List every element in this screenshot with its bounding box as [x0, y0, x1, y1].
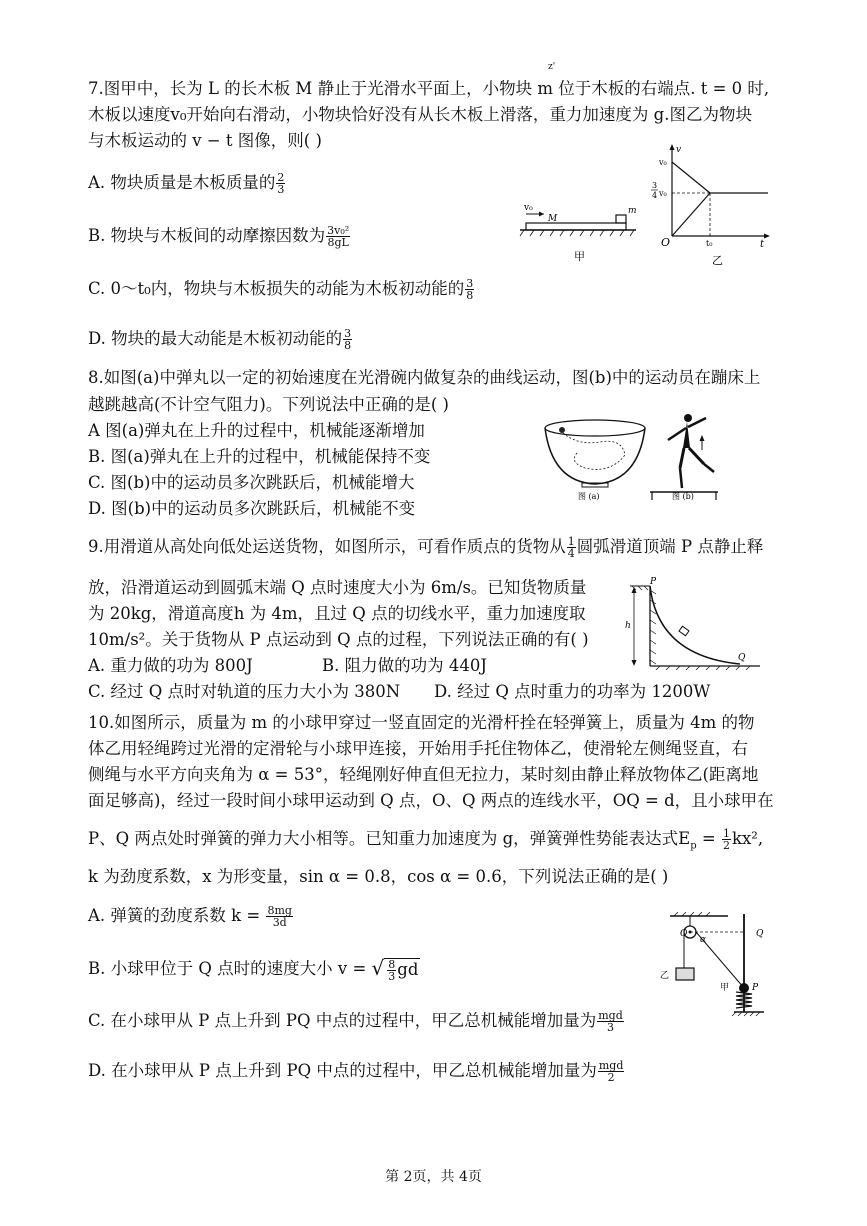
q7-fig-v0-label: v₀	[524, 203, 533, 213]
q10-half-fraction: $\frac{1}{2}$	[722, 827, 730, 852]
q8-option-a: A 图(a)弹丸在上升的过程中，机械能逐渐增加	[88, 421, 425, 440]
q7-option-a	[88, 172, 286, 195]
q9-quarter-fraction: $\frac{1}{4}$	[567, 535, 575, 560]
q10-option-d-text: D. 在小球甲从 P 点上升到 PQ 中点的过程中，甲乙总机械能增加量为	[88, 1061, 597, 1080]
q7-line1: 7.图甲中，长为 L 的长木板 M 静止于光滑水平面上，小物块 m 位于木板的右端点. t = 0 时,	[88, 79, 770, 98]
q10-line2: 体乙用轻绳跨过光滑的定滑轮与小球甲连接，开始用手托住物体乙，使滑轮左侧绳竖直，右	[88, 739, 748, 758]
q7-fig-caption-yi: 乙	[712, 254, 723, 267]
q9-line2: 放，沿滑道运动到圆弧末端 Q 点时速度大小为 6m/s。已知货物质量	[88, 578, 587, 597]
q10-line4: 面足够高)，经过一段时间小球甲运动到 Q 点，O、Q 两点的连线水平，OQ = d，且小球甲在	[88, 791, 774, 810]
q10-fig-label-Q: Q	[756, 929, 764, 939]
q10-fig-label-alpha: α	[700, 935, 707, 945]
q8-option-c: C. 图(b)中的运动员多次跳跃后，机械能增大	[88, 473, 415, 492]
q7-option-c-fraction: $\frac{3}{8}$	[466, 277, 474, 302]
q9-line1	[88, 536, 763, 559]
q7-option-b	[88, 225, 351, 248]
q9-fig-label-P: P	[650, 577, 657, 587]
q7-graph-t0-tick: t₀	[706, 239, 713, 248]
q7-figure-vt-graph	[650, 140, 775, 270]
q7-graph-frac-den: 4	[652, 191, 658, 200]
q8-line2: 越跳越高(不计空气阻力)。下列说法中正确的是( )	[88, 395, 449, 414]
q7-option-d-text: D. 物块的最大动能是木板初动能的	[88, 329, 343, 348]
q10-ep-subscript: p	[690, 840, 697, 852]
top-mark: z'	[548, 62, 556, 72]
q8-caption-b: 图 (b)	[672, 492, 694, 501]
q10-option-b-text: B. 小球甲位于 Q 点时的速度大小 v =	[88, 959, 367, 978]
q9-line3: 为 20kg，滑道高度h 为 4m，且过 Q 点的切线水平，重力加速度取	[88, 604, 586, 623]
q10-fig-label-P: P	[752, 983, 759, 993]
page-footer: 第 2页，共 4页	[385, 1169, 482, 1185]
q7-fig-M-label: M	[548, 214, 558, 224]
q7-option-c	[88, 278, 475, 301]
q9-option-d: D. 经过 Q 点时重力的功率为 1200W	[434, 682, 711, 701]
q10-option-b	[88, 957, 420, 982]
q9-fig-label-h: h	[625, 621, 631, 631]
q10-option-b-sqrt: √ $\frac{8}{3}$ gd	[371, 956, 419, 983]
q10-fig-label-O: O	[680, 929, 688, 939]
q10-option-c-fraction: $\frac{\text{mgd}}{3}$	[598, 1009, 623, 1034]
q9-option-a: A. 重力做的功为 800J	[88, 656, 253, 675]
q7-option-c-text: C. 0～t₀内，物块与木板损失的动能为木板初动能的	[88, 279, 465, 298]
q9-line1-start: 9.用滑道从高处向低处运送货物，如图所示，可看作质点的货物从	[88, 537, 566, 556]
q7-figure-board	[518, 190, 638, 270]
q10-fig-label-yi: 乙	[660, 971, 670, 981]
q9-option-b: B. 阻力做的功为 440J	[322, 656, 487, 675]
q9-slide-figure	[620, 576, 770, 670]
q7-option-b-fraction: $\frac{\text{3v₀²}}{8gL}$	[327, 224, 350, 249]
q7-option-a-fraction: $\frac{2}{3}$	[277, 171, 285, 196]
q7-graph-frac-num: 3	[652, 181, 658, 190]
q7-graph-v-axis-label: v	[676, 145, 682, 155]
q8-figure	[540, 410, 730, 502]
q10-option-a-fraction: $\frac{8mg}{3d}$	[267, 904, 292, 929]
q10-line3: 侧绳与水平方向夹角为 α = 53°，轻绳刚好伸直但无拉力，某时刻由静止释放物体乙(距离地	[88, 765, 759, 784]
q10-fig-label-jia: 甲	[720, 983, 730, 993]
q8-line1: 8.如图(a)中弹丸以一定的初始速度在光滑碗内做复杂的曲线运动，图(b)中的运动员在蹦床上	[88, 368, 761, 387]
q9-line4: 10m/s²。关于货物从 P 点运动到 Q 点的过程，下列说法正确的有( )	[88, 630, 589, 649]
q8-caption-a: 图 (a)	[578, 492, 600, 501]
q7-graph-v0-tick: v₀	[659, 158, 667, 167]
q10-option-d	[88, 1060, 625, 1083]
q9-line1-end: 圆弧滑道顶端 P 点静止释	[576, 537, 764, 556]
q10-line5	[88, 828, 763, 857]
q10-option-c-text: C. 在小球甲从 P 点上升到 PQ 中点的过程中，甲乙总机械能增加量为	[88, 1011, 597, 1030]
q10-pulley-figure	[650, 910, 780, 1022]
q10-option-c	[88, 1010, 625, 1033]
q10-line5-equals: =	[696, 829, 721, 848]
q8-option-d: D. 图(b)中的运动员多次跳跃后，机械能不变	[88, 499, 416, 518]
q10-line5-start: P、Q 两点处时弹簧的弹力大小相等。已知重力加速度为 g，弹簧弹性势能表达式E	[88, 829, 691, 848]
q10-option-a	[88, 905, 294, 928]
q7-line3: 与木板运动的 v − t 图像，则( )	[88, 131, 322, 150]
q9-option-c: C. 经过 Q 点时对轨道的压力大小为 380N	[88, 682, 401, 701]
q10-option-a-text: A. 弹簧的劲度系数 k =	[88, 906, 261, 925]
q7-option-b-text: B. 物块与木板间的动摩擦因数为	[88, 226, 326, 245]
q7-line2: 木板以速度v₀开始向右滑动，小物块恰好没有从长木板上滑落，重力加速度为 g.图乙为物块	[88, 105, 752, 124]
q7-option-a-text: A. 物块质量是木板质量的	[88, 173, 276, 192]
q9-fig-label-Q: Q	[738, 653, 746, 663]
q7-option-d-fraction: $\frac{3}{8}$	[344, 327, 352, 352]
q7-option-d	[88, 328, 353, 351]
q8-option-b: B. 图(a)弹丸在上升的过程中，机械能保持不变	[88, 447, 431, 466]
q10-line5-end: kx²,	[731, 829, 764, 848]
q7-graph-t-axis-label: t	[760, 239, 765, 250]
q7-fig-caption-jia: 甲	[574, 250, 585, 263]
q7-fig-m-label: m	[628, 206, 637, 216]
q7-graph-origin: O	[661, 236, 671, 249]
q10-line6: k 为劲度系数，x 为形变量，sin α = 0.8，cos α = 0.6，下列说法正确的是( )	[88, 867, 669, 886]
q7-graph-v0b-tick: v₀	[659, 189, 667, 198]
q8-bowl-illustration	[545, 420, 645, 487]
q10-line1: 10.如图所示，质量为 m 的小球甲穿过一竖直固定的光滑杆拴在轻弹簧上，质量为 4m 的物	[88, 713, 755, 732]
q8-trampoline-illustration	[650, 414, 718, 500]
q10-option-d-fraction: $\frac{\text{mgd}}{2}$	[598, 1059, 624, 1084]
